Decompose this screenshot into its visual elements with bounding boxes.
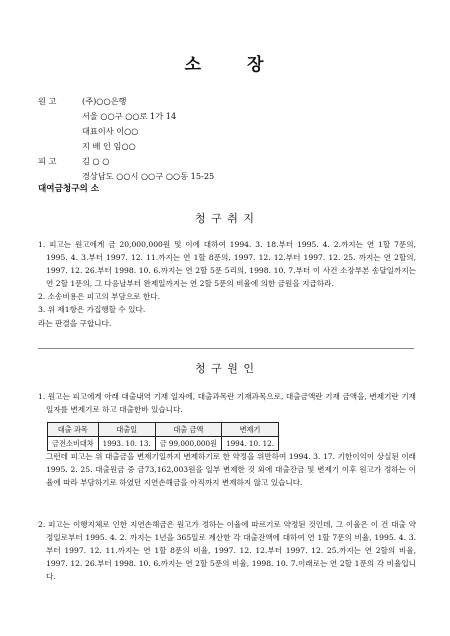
grounds-paragraph-1 (38, 390, 416, 416)
grounds-heading: 청 구 원 인 (195, 362, 255, 375)
plaintiff-role: 원 고 (38, 96, 57, 106)
plaintiff-representative: 대표이사 이○○ (82, 126, 139, 136)
claims-heading: 청 구 취 지 (195, 212, 255, 225)
ground-text: 그런데 피고는 위 대출금을 변제기일까지 변제하기로 한 약정을 위반하여 1994. 3. 17. 기한이익이 상실된 이래 1995. 2. 25. 대출원금 중 금73,162,003원을 일부 변제한 것 외에 대출잔금 및 변제기 이후 원고가 정하는 이율에 따라 부담하기로 하였던 지연손해금을 아직까지 변제하지 않고 있습니다. (46, 452, 416, 488)
document-title (0, 50, 450, 75)
title-char: 장 (247, 55, 266, 75)
defendant-block (38, 154, 214, 184)
title-char: 소 (184, 55, 203, 75)
table-cell: 금 99,000,000원 (155, 437, 221, 451)
claims-body (38, 238, 416, 330)
plaintiff-name: (주)○○은행 (82, 96, 127, 106)
claims-closing: 라는 판결을 구합니다. (38, 318, 112, 328)
table-cell: 1994. 10. 12. (222, 437, 279, 451)
defendant-name: 김 ○ ○ (82, 156, 110, 166)
defendant-role: 피 고 (38, 156, 57, 166)
grounds-paragraph-1b (38, 450, 416, 489)
case-name: 대여금청구의 소 (38, 184, 100, 194)
ground-text: 2. 피고는 이행지체로 인한 지연손해금은 원고가 정하는 이율에 따르기로 약정된 것인데, 그 이율은 이 건 대출 약정일로부터 1995. 4. 2. 까지는 1년을 365일로 계산한 각 대출잔액에 대하여 연 1할 7푼의 비율, 1995. 4. 3.부터 1997. 12. 11.까지는 연 1할 8푼의 비율, 1997. 12. 12.부터 1997. 12. 25.까지는 연 2할의 비율, 1997. 12. 26.부터 1998. 10. 6.까지는 연 2할 5푼의 비율, 1998. 10. 7.이래로는 연 2할 1푼의 각 비율입니다. (38, 520, 416, 582)
table-header: 대출 과목 (48, 423, 99, 437)
table-header-row (48, 423, 279, 437)
section-divider (38, 348, 414, 349)
table-cell: 1993. 10. 13. (98, 437, 155, 451)
plaintiff-block (38, 94, 176, 154)
claim-item: 1. 피고는 원고에게 금 20,000,000원 및 이에 대하여 1994. 3. 18.부터 1995. 4. 2.까지는 연 1할 7푼의, 1995. 4. 3.부터 1997. 12. 11.까지는 연 1할 8푼의, 1997. 12. 12.부터 1997. 12. 25. 까지는 연 2할의, 1997. 12. 26.부터 1998. 10. 6.까지는 연 2할 5푼 5리의, 1998. 10. 7.부터 이 사건 소장부본 송달일까지는 연 2할 1푼의, 그 다음날부터 완제일까지는 연 2할 5푼의 비율에 의한 금원을 지급하라. (38, 240, 416, 289)
plaintiff-address: 서울 ○○구 ○○로 1가 14 (82, 111, 177, 121)
claim-item: 3. 위 제1항은 가집행할 수 있다. (38, 305, 146, 315)
defendant-address: 경상남도 ○○시 ○○구 ○○동 15-25 (82, 171, 215, 181)
grounds-paragraph-2 (38, 518, 416, 583)
plaintiff-manager: 지 배 인 임○○ (82, 141, 136, 151)
table-header: 대출일 (98, 423, 155, 437)
ground-text: 1. 원고는 피고에게 아래 대출내역 기재 일자에, 대출과목란 기재과목으로, 대출금액란 기재 금액을, 변제기란 기재 일자를 변제기로 하고 대출한바 있습니다. (38, 392, 416, 415)
table-header: 대출 금액 (155, 423, 221, 437)
table-row (48, 437, 279, 451)
claim-item: 2. 소송비용은 피고의 부담으로 한다. (38, 292, 161, 302)
table-cell: 금전소비대차 (48, 437, 99, 451)
loan-table (47, 422, 279, 451)
table-header: 변제기 (222, 423, 279, 437)
